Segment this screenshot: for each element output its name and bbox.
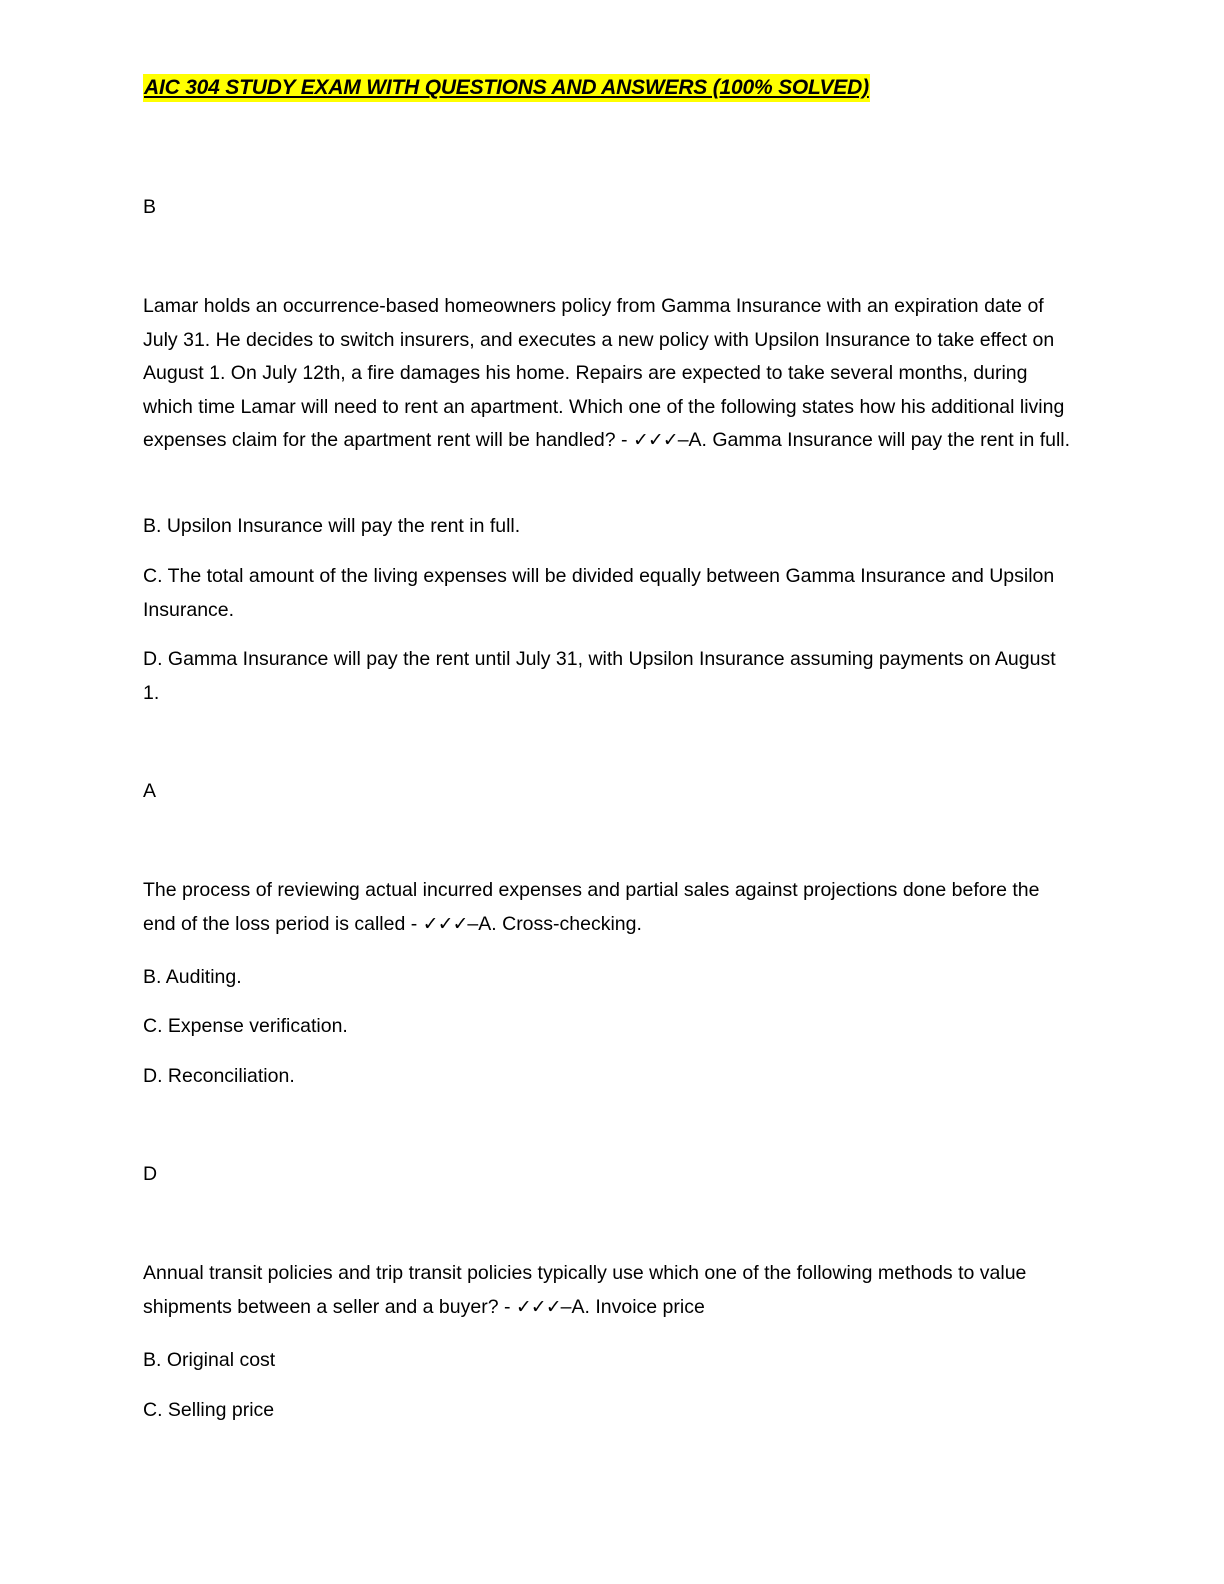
- question-text: [143, 290, 1073, 458]
- option-b: B. Auditing.: [143, 966, 242, 988]
- answer-letter: B: [143, 196, 157, 218]
- question-text: [143, 874, 1073, 941]
- option-b: B. Original cost: [143, 1349, 276, 1371]
- option-c: C. Selling price: [143, 1399, 275, 1421]
- option-b: B. Upsilon Insurance will pay the rent in full.: [143, 515, 521, 537]
- answer-letter: A: [143, 780, 157, 802]
- option-c: C. The total amount of the living expenses will be divided equally between Gamma Insurance and Upsilon Insurance.: [143, 565, 1055, 621]
- check-marks-icon: ✓✓✓: [632, 429, 678, 451]
- question-stem: Annual transit policies and trip transit policies typically use which one of the following methods to value shipments between a seller and a buyer? -: [143, 1262, 1027, 1318]
- option-d: D. Gamma Insurance will pay the rent until July 31, with Upsilon Insurance assuming payments on August 1.: [143, 648, 1056, 704]
- answer-letter: D: [143, 1163, 158, 1185]
- question-stem: Lamar holds an occurrence-based homeowners policy from Gamma Insurance with an expiration date of July 31. He decides to switch insurers, and executes a new policy with Upsilon Insurance to take effect on August 1. On July 12th, a fire damages his home. Repairs are expected to take several months, during which time Lamar will need to rent an apartment. Which one of the following states how his additional living expenses claim for the apartment rent will be handled? -: [143, 295, 1065, 451]
- option-a: –A. Gamma Insurance will pay the rent in full.: [677, 429, 1071, 451]
- option-a: –A. Invoice price: [560, 1295, 705, 1318]
- option-c: C. Expense verification.: [143, 1015, 348, 1037]
- question-stem: The process of reviewing actual incurred expenses and partial sales against projections done before the end of the loss period is called -: [143, 879, 1040, 935]
- question-text: [143, 1257, 1073, 1324]
- check-marks-icon: ✓✓✓: [515, 1295, 561, 1318]
- option-a: –A. Cross-checking.: [467, 912, 642, 935]
- check-marks-icon: ✓✓✓: [422, 912, 468, 935]
- option-d: D. Reconciliation.: [143, 1065, 295, 1087]
- document-title: AIC 304 STUDY EXAM WITH QUESTIONS AND ANSWERS (100% SOLVED): [143, 74, 870, 102]
